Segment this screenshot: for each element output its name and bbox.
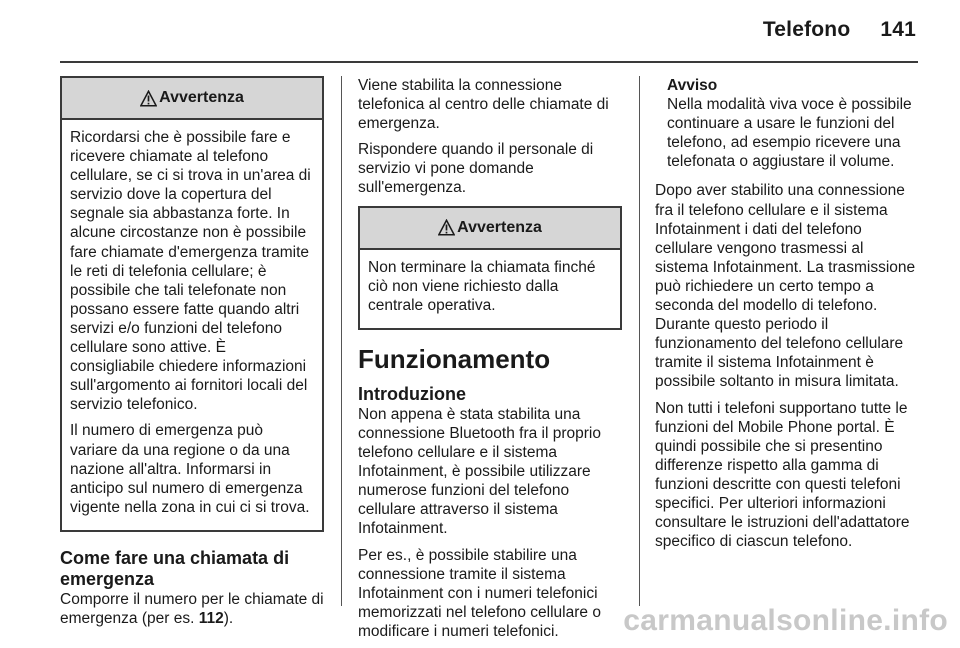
column-1	[60, 76, 324, 635]
body-paragraph: Non appena è stata stabilita una connessione Bluetooth fra il proprio telefono cellulare e il sistema Infotainment, è possibile utilizzare numerose funzioni del telefono cellulare attraverso il sistema Infotainment.	[358, 405, 601, 538]
body-paragraph: Per es., è possibile stabilire una connessione tramite il sistema Infotainment con i numeri telefonici memorizzati nel telefono cellulare o modificare i numeri telefonici.	[358, 546, 601, 640]
warning-box	[60, 76, 324, 532]
warning-triangle-icon	[438, 219, 455, 236]
warning-title: Avvertenza	[457, 219, 542, 237]
note-text: Nella modalità viva voce è possibile continuare a usare le funzioni del telefono, ad esempio ricevere una telefonata o aggiustare il volume.	[667, 96, 912, 171]
body-paragraph: Rispondere quando il personale di servizio vi pone domande sull'emergenza.	[358, 141, 594, 197]
section-text: Comporre il numero per le chiamate di emergenza (per es. 112).	[60, 590, 324, 627]
warning-box-body	[360, 250, 620, 328]
body-paragraph: Dopo aver stabilito una connessione fra il telefono cellulare e il sistema Infotainment i dati del telefono cellulare vengono trasmessi al sistema Infotainment. La trasmissione può richiedere un certo tempo a seconda del modello di telefono. Durante questo periodo il funzionamento del telefono cellulare tramite il sistema Infotainment è possibile soltanto in misura limitata.	[655, 182, 916, 391]
section-heading: Come fare una chiamata di emergenza	[60, 547, 290, 589]
column-2	[358, 76, 622, 648]
warning-box-body	[62, 120, 322, 530]
page-number: 141	[880, 18, 916, 41]
warning-box	[358, 206, 622, 330]
watermark: carmanualsonline.info	[623, 604, 948, 637]
warning-box-header	[62, 78, 322, 120]
column-divider	[341, 76, 342, 606]
emergency-number: 112	[198, 609, 224, 627]
warning-title: Avvertenza	[159, 89, 244, 107]
warning-paragraph: Non terminare la chiamata finché ciò non viene richiesto dalla centrale operativa.	[368, 258, 596, 314]
note-box	[655, 76, 920, 171]
page-header	[763, 18, 916, 42]
column-3	[655, 76, 920, 558]
warning-paragraph: Ricordarsi che è possibile fare e ricevere chiamate al telefono cellulare, se ci si trova in un'area di servizio dove la copertura del segnale sia abbastanza forte. In alcune circostanze non è possibile fare chiamate d'emergenza tramite le reti di telefonia cellulare; è possibile che tali telefonate non possano essere fatte quando altri servizi e/o funzioni del telefono cellulare sono attive. È consigliabile chiedere informazioni sull'argomento ai fornitori locali del servizio telefonico.	[70, 129, 311, 414]
page-title: Telefono	[762, 18, 851, 41]
warning-paragraph: Il numero di emergenza può variare da una regione o da una nazione all'altra. Informarsi in anticipo sul numero di emergenza vigente nella zona in cui ci si trova.	[70, 422, 310, 516]
note-title: Avviso	[667, 77, 718, 94]
header-rule	[60, 61, 918, 63]
warning-box-header	[360, 208, 620, 250]
body-paragraph: Viene stabilita la connessione telefonica al centro delle chiamate di emergenza.	[358, 77, 609, 133]
section-heading: Funzionamento	[358, 343, 551, 374]
warning-triangle-icon	[140, 90, 157, 107]
column-divider	[639, 76, 640, 606]
body-paragraph: Non tutti i telefoni supportano tutte le funzioni del Mobile Phone portal. È quindi possibile che si presentino differenze rispetto alla gamma di funzioni descritte con questi telefoni specifici. Per ulteriori informazioni consultare le istruzioni dell'adattatore specifico di ciascun telefono.	[655, 399, 910, 551]
subsection-heading: Introduzione	[358, 383, 466, 404]
